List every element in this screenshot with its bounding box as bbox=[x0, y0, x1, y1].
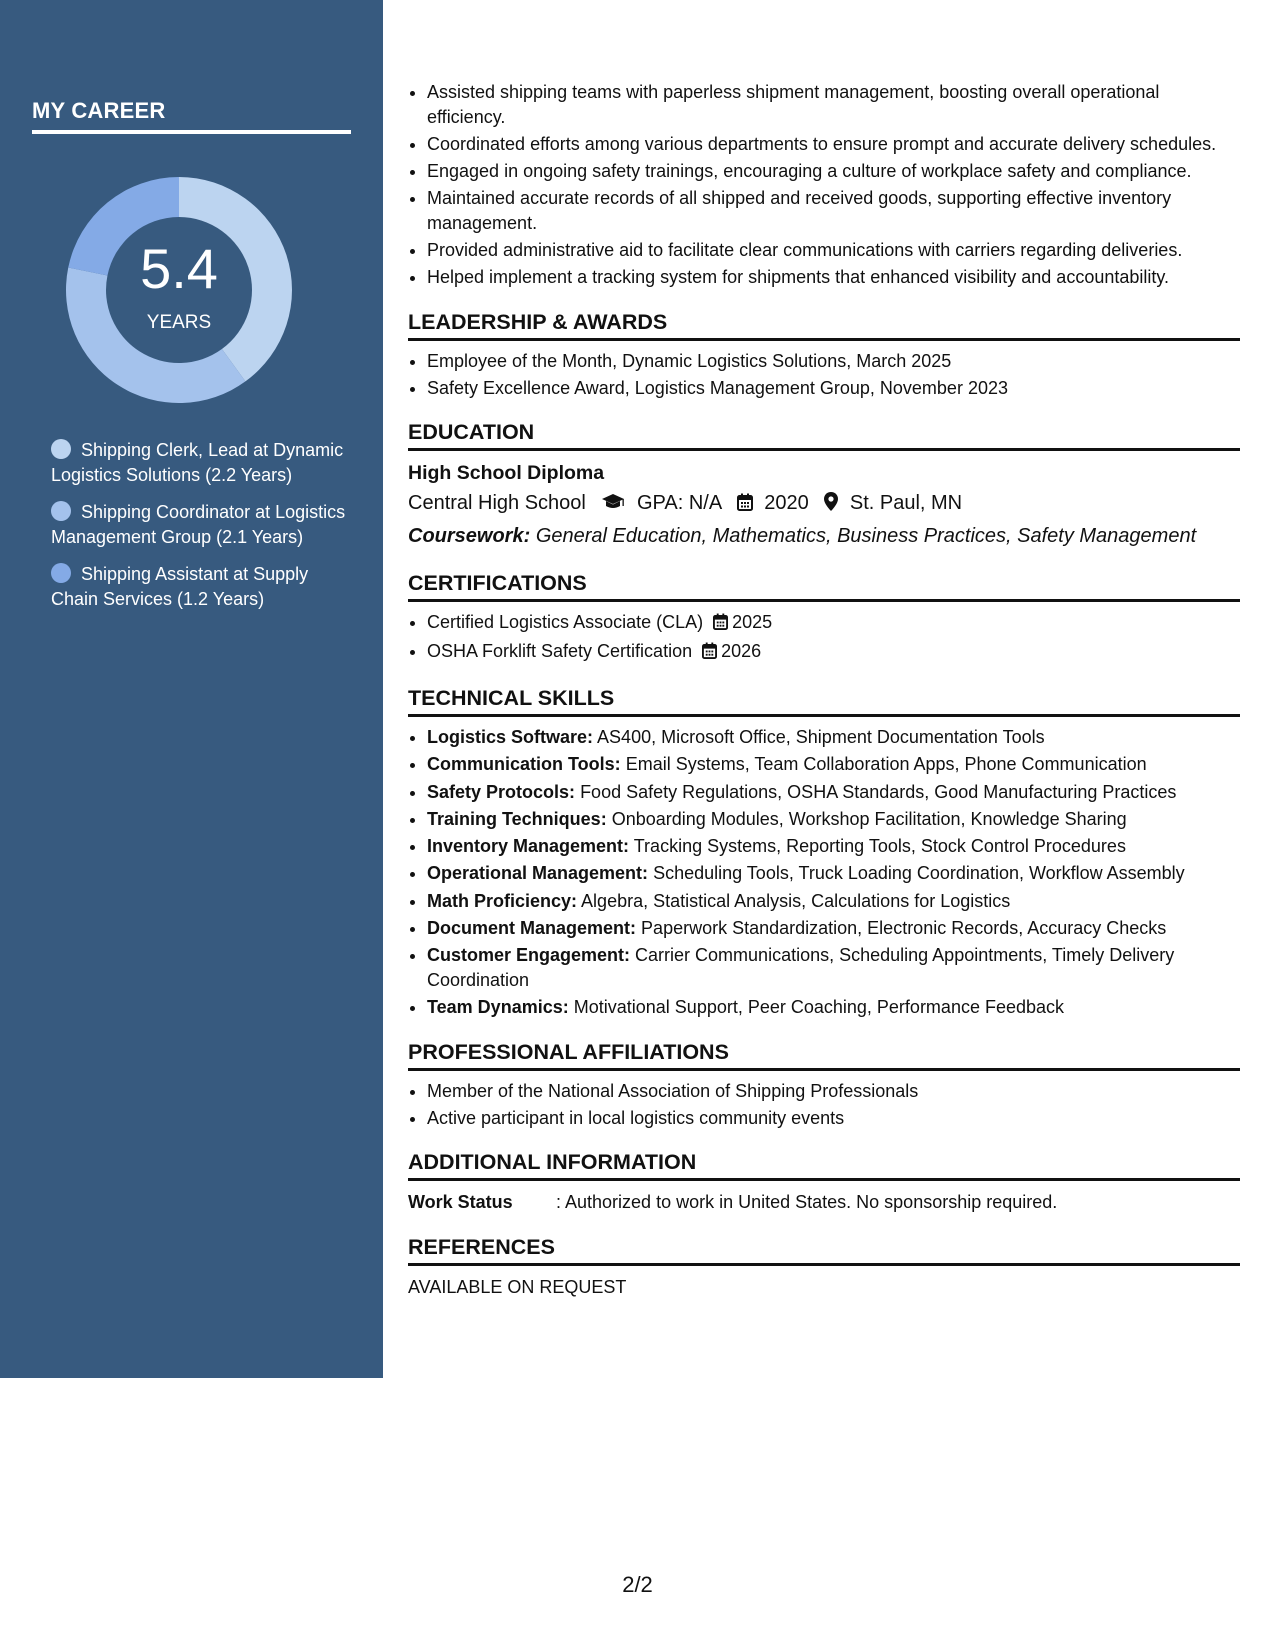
section-heading-certifications: CERTIFICATIONS bbox=[408, 571, 1240, 602]
work-status-value: : Authorized to work in United States. No sponsorship required. bbox=[556, 1192, 1058, 1213]
section-heading-education: EDUCATION bbox=[408, 420, 1240, 451]
education-location: St. Paul, MN bbox=[849, 492, 963, 515]
list-item: • Maintained accurate records of all shipped and received goods, supporting effective inventory management. bbox=[427, 186, 1240, 235]
legend-dot-icon bbox=[51, 501, 71, 521]
page-number: 2/2 bbox=[622, 1572, 653, 1597]
skills-list bbox=[408, 725, 1240, 1020]
section-heading-additional: ADDITIONAL INFORMATION bbox=[408, 1150, 1240, 1181]
certification-year: 2025 bbox=[732, 612, 773, 633]
list-item bbox=[427, 834, 1240, 859]
career-item-text: Shipping Coordinator at Logistics Management Group (2.1 Years) bbox=[51, 502, 346, 547]
list-item bbox=[427, 861, 1240, 886]
total-years-value: 5.4 bbox=[140, 237, 218, 300]
calendar-icon bbox=[702, 641, 717, 666]
education-school: Central High School bbox=[408, 492, 586, 515]
legend-dot-icon bbox=[51, 439, 71, 459]
calendar-icon bbox=[737, 489, 753, 521]
list-item: • Employee of the Month, Dynamic Logistics Solutions, March 2025 bbox=[427, 349, 1240, 374]
coursework-label: Coursework: bbox=[408, 525, 531, 548]
skill-value: Motivational Support, Peer Coaching, Performance Feedback bbox=[573, 997, 1065, 1018]
list-item bbox=[427, 943, 1240, 992]
section-heading-skills: TECHNICAL SKILLS bbox=[408, 686, 1240, 717]
list-item bbox=[427, 780, 1240, 805]
total-years-unit: YEARS bbox=[146, 312, 212, 333]
map-pin-icon bbox=[824, 489, 838, 521]
graduation-cap-icon bbox=[601, 489, 625, 521]
list-item: • Coordinated efforts among various departments to ensure prompt and accurate delivery schedules. bbox=[427, 132, 1240, 157]
skill-label: Math Proficiency: bbox=[427, 890, 578, 911]
list-item: • Assisted shipping teams with paperless shipment management, boosting overall operational efficiency. bbox=[427, 80, 1240, 129]
list-item bbox=[427, 889, 1240, 914]
skill-value: Carrier Communications, Scheduling Appointments, Timely Delivery Coordination bbox=[427, 945, 1175, 990]
list-item: • Active participant in local logistics community events bbox=[427, 1106, 1240, 1131]
skill-value: Scheduling Tools, Truck Loading Coordination, Workflow Assembly bbox=[653, 863, 1185, 884]
leadership-list bbox=[408, 349, 1240, 401]
affiliations-list bbox=[408, 1079, 1240, 1131]
skill-value: Email Systems, Team Collaboration Apps, Phone Communication bbox=[625, 754, 1147, 775]
education-year: 2020 bbox=[764, 492, 809, 515]
list-item bbox=[427, 995, 1240, 1020]
education-gpa: GPA: N/A bbox=[637, 492, 722, 515]
skill-value: Algebra, Statistical Analysis, Calculations for Logistics bbox=[581, 890, 1011, 911]
list-item bbox=[427, 610, 1240, 637]
list-item bbox=[427, 807, 1240, 832]
work-status-row bbox=[408, 1189, 1240, 1215]
list-item bbox=[427, 752, 1240, 777]
skill-label: Document Management: bbox=[427, 918, 637, 939]
skill-label: Operational Management: bbox=[427, 863, 649, 884]
education-degree: High School Diploma bbox=[408, 462, 605, 485]
skill-label: Communication Tools: bbox=[427, 754, 621, 775]
skill-label: Customer Engagement: bbox=[427, 945, 631, 966]
skill-label: Team Dynamics: bbox=[427, 997, 569, 1018]
calendar-icon bbox=[713, 612, 728, 637]
experience-bullets bbox=[408, 80, 1240, 290]
list-item: • Provided administrative aid to facilitate clear communications with carriers regarding deliveries. bbox=[427, 238, 1240, 263]
skill-value: Paperwork Standardization, Electronic Records, Accuracy Checks bbox=[641, 918, 1167, 939]
career-item-text: Shipping Clerk, Lead at Dynamic Logistics Solutions (2.2 Years) bbox=[51, 440, 344, 485]
skill-value: Food Safety Regulations, OSHA Standards, Good Manufacturing Practices bbox=[580, 781, 1177, 802]
career-list bbox=[51, 438, 351, 624]
skill-value: Tracking Systems, Reporting Tools, Stock Control Procedures bbox=[633, 836, 1126, 857]
skill-label: Logistics Software: bbox=[427, 726, 594, 747]
list-item: • Helped implement a tracking system for shipments that enhanced visibility and accountability. bbox=[427, 265, 1240, 290]
certification-name: Certified Logistics Associate (CLA) bbox=[427, 612, 704, 633]
list-item: • Member of the National Association of Shipping Professionals bbox=[427, 1079, 1240, 1104]
skill-value: Onboarding Modules, Workshop Facilitation, Knowledge Sharing bbox=[611, 808, 1127, 829]
work-status-label: Work Status bbox=[408, 1192, 513, 1213]
skill-value: AS400, Microsoft Office, Shipment Documentation Tools bbox=[597, 726, 1045, 747]
skill-label: Inventory Management: bbox=[427, 836, 630, 857]
list-item bbox=[427, 916, 1240, 941]
career-item bbox=[51, 562, 351, 611]
coursework-text: General Education, Mathematics, Business Practices, Safety Management bbox=[535, 525, 1197, 548]
main-content bbox=[408, 80, 1240, 1300]
certification-year: 2026 bbox=[721, 641, 762, 662]
list-item: • Safety Excellence Award, Logistics Management Group, November 2023 bbox=[427, 376, 1240, 401]
certification-name: OSHA Forklift Safety Certification bbox=[427, 641, 693, 662]
list-item bbox=[427, 639, 1240, 666]
section-heading-references: REFERENCES bbox=[408, 1235, 1240, 1266]
references-text: AVAILABLE ON REQUEST bbox=[408, 1277, 627, 1298]
education-coursework bbox=[408, 521, 1240, 551]
sidebar bbox=[0, 0, 383, 1378]
skill-label: Safety Protocols: bbox=[427, 781, 576, 802]
education-details bbox=[408, 487, 1240, 521]
career-item bbox=[51, 438, 351, 487]
career-title: MY CAREER bbox=[32, 98, 351, 134]
list-item bbox=[427, 725, 1240, 750]
section-heading-affiliations: PROFESSIONAL AFFILIATIONS bbox=[408, 1040, 1240, 1071]
section-heading-leadership: LEADERSHIP & AWARDS bbox=[408, 310, 1240, 341]
career-donut-chart bbox=[66, 177, 292, 403]
skill-label: Training Techniques: bbox=[427, 808, 607, 829]
career-item-text: Shipping Assistant at Supply Chain Services (1.2 Years) bbox=[51, 564, 309, 609]
legend-dot-icon bbox=[51, 563, 71, 583]
list-item: • Engaged in ongoing safety trainings, encouraging a culture of workplace safety and compliance. bbox=[427, 159, 1240, 184]
career-item bbox=[51, 500, 351, 549]
certifications-list bbox=[408, 610, 1240, 666]
